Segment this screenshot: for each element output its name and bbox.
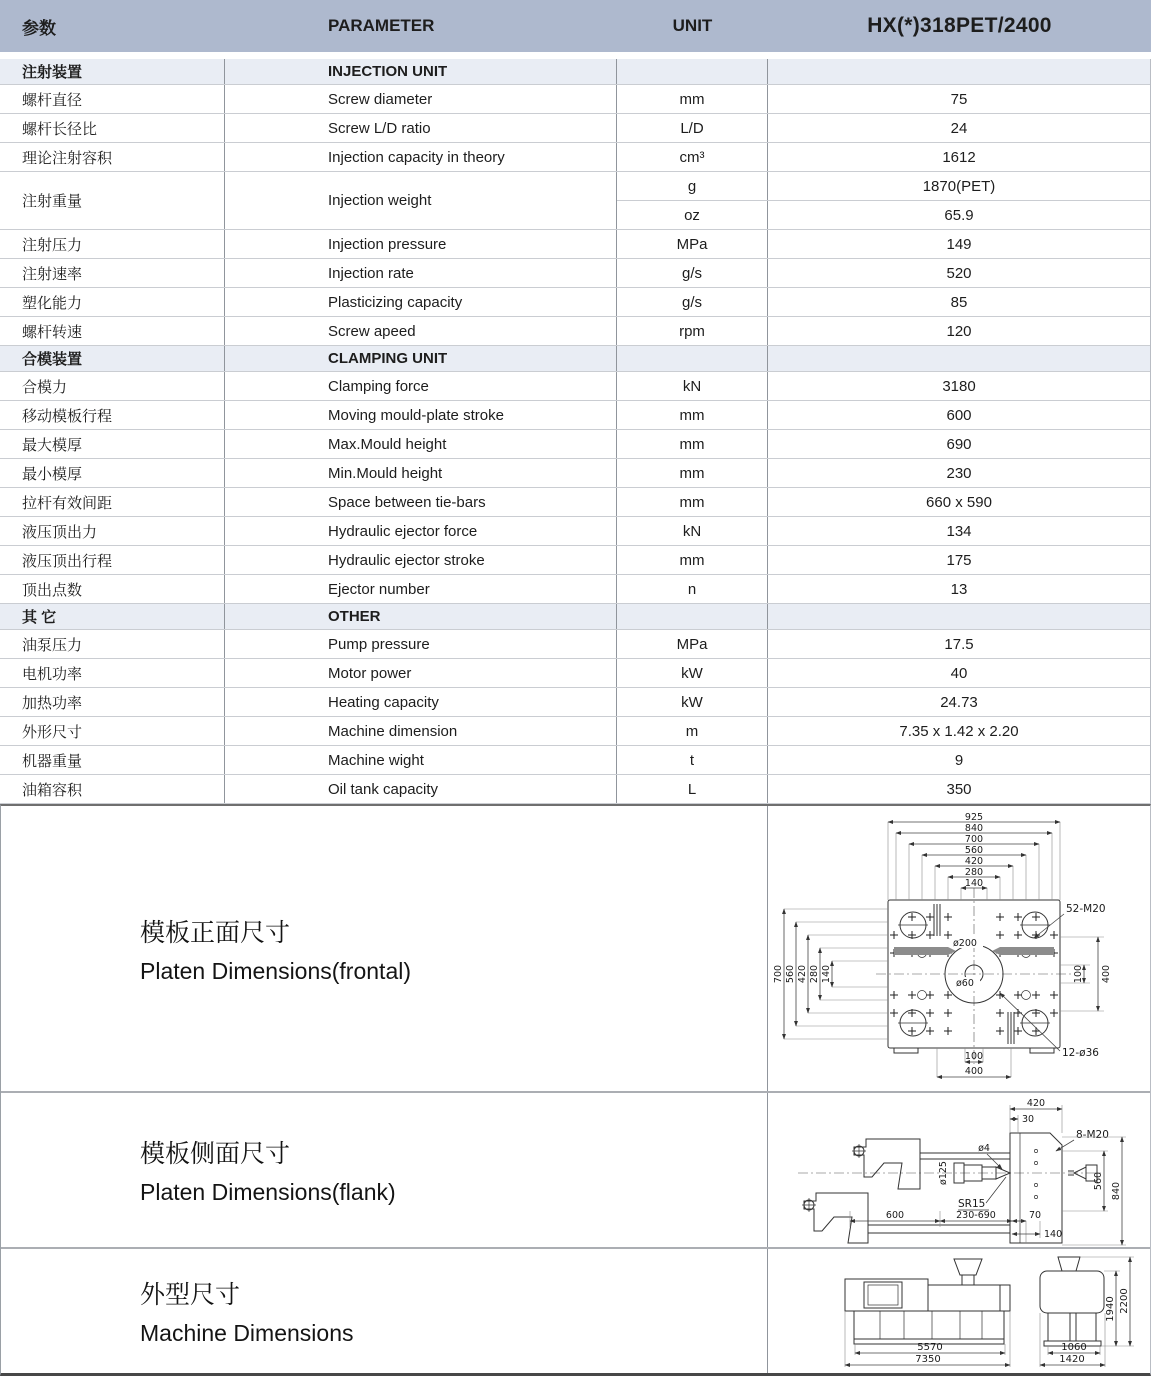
param-cn: 移动模板行程 (0, 401, 225, 429)
param-cn: 塑化能力 (0, 288, 225, 316)
platen-flank-drawing (768, 1093, 1151, 1249)
param-cn: 注射重量 (0, 172, 225, 229)
param-en: Screw L/D ratio (225, 114, 617, 142)
dim-label: 30 (1022, 1114, 1035, 1125)
param-en: Screw apeed (225, 317, 617, 345)
param-cn: 电机功率 (0, 659, 225, 687)
spec-table (0, 59, 1151, 804)
dim-label: 560 (785, 964, 796, 984)
panel-title-cn: 外型尺寸 (140, 1281, 241, 1309)
table-row (0, 317, 1150, 346)
section-row-other (0, 604, 1150, 630)
param-unit: kN (617, 517, 768, 545)
tapped-holes-label: 52-M20 (1066, 903, 1106, 915)
param-unit: n (617, 575, 768, 603)
dim-label: 420 (797, 964, 808, 984)
locating-ring-label: ø125 (938, 1161, 949, 1185)
param-cn: 最大模厚 (0, 430, 225, 458)
diagram-panels (0, 804, 1151, 1376)
param-value: 40 (950, 664, 968, 682)
param-en: Hydraulic ejector force (225, 517, 617, 545)
header-cn: 参数 (22, 18, 56, 38)
param-value: 690 (946, 435, 972, 453)
table-row (0, 230, 1150, 259)
table-row (0, 372, 1150, 401)
panel-label (140, 1134, 396, 1206)
param-unit: cm³ (617, 143, 768, 171)
empty-cell (768, 604, 1150, 629)
param-cn: 液压顶出行程 (0, 546, 225, 574)
param-value: 24.73 (940, 693, 978, 711)
dim-label: 840 (964, 823, 984, 834)
dim-label: 140 (964, 878, 984, 889)
locating-ring-label: ø200 (953, 938, 977, 949)
param-cn: 液压顶出力 (0, 517, 225, 545)
param-value: 85 (950, 293, 968, 311)
panel-title-cn: 模板正面尺寸 (140, 918, 291, 947)
param-unit: L (617, 775, 768, 803)
param-value: 149 (946, 235, 972, 253)
nozzle-radius-label: SR15 (958, 1198, 986, 1210)
dim-label: 1940 (1105, 1296, 1116, 1322)
table-header (0, 0, 1151, 52)
header-gap (0, 52, 1151, 59)
param-unit: L/D (617, 114, 768, 142)
param-cn: 加热功率 (0, 688, 225, 716)
header-model: HX(*)318PET/2400 (867, 14, 1052, 37)
param-value: 600 (946, 406, 972, 424)
param-value: 350 (946, 780, 972, 798)
param-cn: 机器重量 (0, 746, 225, 774)
table-row (0, 517, 1150, 546)
param-value: 75 (950, 90, 968, 108)
dim-label: 600 (885, 1210, 905, 1221)
param-en: Machine dimension (225, 717, 617, 745)
param-en: Motor power (225, 659, 617, 687)
dim-label: 560 (1093, 1171, 1104, 1191)
param-unit: mm (617, 459, 768, 487)
param-en: Injection rate (225, 259, 617, 287)
dim-label: 420 (964, 856, 984, 867)
param-value: 120 (946, 322, 972, 340)
panel-label (140, 913, 411, 985)
param-value: 660 x 590 (926, 493, 992, 511)
dim-label: 140 (821, 964, 832, 984)
table-row (0, 401, 1150, 430)
param-unit: kW (617, 659, 768, 687)
section-cn: 其 它 (0, 604, 225, 629)
section-cn: 注射装置 (0, 59, 225, 84)
param-value: 134 (946, 522, 972, 540)
sub-row (617, 172, 1150, 200)
param-en: Space between tie-bars (225, 488, 617, 516)
param-unit: g/s (617, 259, 768, 287)
param-en: Plasticizing capacity (225, 288, 617, 316)
param-en: Heating capacity (225, 688, 617, 716)
param-en: Moving mould-plate stroke (225, 401, 617, 429)
section-en: CLAMPING UNIT (225, 346, 617, 371)
empty-cell (617, 346, 768, 371)
param-value: 1612 (942, 148, 976, 166)
param-cn: 理论注射容积 (0, 143, 225, 171)
param-value: 3180 (942, 377, 976, 395)
param-unit: MPa (617, 630, 768, 658)
section-en: INJECTION UNIT (225, 59, 617, 84)
platen-flank-drawing-cell (767, 1093, 1150, 1247)
param-cn: 拉杆有效间距 (0, 488, 225, 516)
param-en: Oil tank capacity (225, 775, 617, 803)
param-en: Max.Mould height (225, 430, 617, 458)
param-value: 7.35 x 1.42 x 2.20 (899, 722, 1019, 740)
dim-label: 420 (1026, 1098, 1046, 1109)
table-row (0, 746, 1150, 775)
param-en: Min.Mould height (225, 459, 617, 487)
param-en: Pump pressure (225, 630, 617, 658)
panel-platen-flank (1, 1093, 1150, 1249)
tapped-holes-label: 8-M20 (1076, 1129, 1109, 1141)
dimension-lines (850, 1098, 1126, 1245)
param-value: 175 (946, 551, 972, 569)
section-cn: 合模装置 (0, 346, 225, 371)
dim-label: 1060 (1061, 1342, 1087, 1353)
panel-label (140, 1275, 353, 1347)
dim-label: 7350 (915, 1354, 941, 1365)
param-value: 230 (946, 464, 972, 482)
param-en: Hydraulic ejector stroke (225, 546, 617, 574)
panel-platen-frontal (1, 806, 1150, 1093)
table-row (0, 488, 1150, 517)
param-unit: m (617, 717, 768, 745)
panel-title-en: Machine Dimensions (140, 1320, 354, 1346)
dim-label: 925 (964, 812, 984, 823)
param-unit: mm (617, 430, 768, 458)
platen-plate (876, 888, 1072, 1064)
param-cn: 螺杆转速 (0, 317, 225, 345)
param-value: 13 (950, 580, 968, 598)
dim-label: 100 (1073, 964, 1084, 984)
clamping-side-view (798, 1133, 1102, 1243)
param-unit: mm (617, 85, 768, 113)
param-unit: MPa (617, 230, 768, 258)
panel-title-cn: 模板侧面尺寸 (140, 1140, 291, 1168)
table-row (0, 717, 1150, 746)
table-row (0, 430, 1150, 459)
param-en: Injection capacity in theory (225, 143, 617, 171)
param-cn: 油箱容积 (0, 775, 225, 803)
param-unit: g/s (617, 288, 768, 316)
dim-label: 700 (964, 834, 984, 845)
dim-label: 280 (809, 964, 820, 984)
dim-label: 1420 (1059, 1354, 1085, 1365)
table-row (0, 775, 1150, 804)
table-row (0, 459, 1150, 488)
empty-cell (768, 346, 1150, 371)
table-row (0, 85, 1150, 114)
platen-frontal-drawing (768, 806, 1151, 1093)
param-en: Screw diameter (225, 85, 617, 113)
param-unit: kN (617, 372, 768, 400)
machine-front-view (845, 1259, 1010, 1344)
param-unit: oz (617, 201, 768, 229)
dim-label: 400 (964, 1066, 984, 1077)
dim-label: 70 (1029, 1210, 1042, 1221)
param-value: 65.9 (944, 206, 974, 224)
dim-label: 5570 (917, 1342, 943, 1353)
dim-label: 2200 (1119, 1288, 1130, 1314)
param-unit: rpm (617, 317, 768, 345)
dim-label: 280 (964, 867, 984, 878)
center-hole-label: ø60 (956, 978, 974, 989)
panel-machine-dimensions (1, 1249, 1150, 1373)
param-unit: g (617, 172, 768, 200)
param-unit: mm (617, 546, 768, 574)
param-cn: 合模力 (0, 372, 225, 400)
empty-cell (768, 59, 1150, 84)
dim-label: 230-690 (956, 1210, 996, 1221)
table-row (0, 259, 1150, 288)
param-cn: 最小模厚 (0, 459, 225, 487)
param-en: Injection pressure (225, 230, 617, 258)
param-value: 520 (946, 264, 972, 282)
header-parameter: PARAMETER (328, 16, 435, 35)
param-en: Machine wight (225, 746, 617, 774)
nozzle-orifice-label: ø4 (978, 1143, 990, 1154)
dim-label: 100 (964, 1051, 984, 1062)
dimension-lines (773, 812, 1112, 1077)
param-cn: 注射压力 (0, 230, 225, 258)
machine-drawing-cell (767, 1249, 1150, 1373)
ejector-holes-label: 12-ø36 (1062, 1047, 1099, 1059)
dim-label: 560 (964, 845, 984, 856)
table-row (0, 546, 1150, 575)
param-cn: 油泵压力 (0, 630, 225, 658)
machine-dimensions-drawing (768, 1249, 1151, 1373)
table-row (0, 688, 1150, 717)
empty-cell (617, 604, 768, 629)
param-cn: 螺杆直径 (0, 85, 225, 113)
dim-label: 840 (1111, 1181, 1122, 1201)
section-row-injection (0, 59, 1150, 85)
platen-frontal-drawing-cell (767, 806, 1150, 1091)
param-cn: 注射速率 (0, 259, 225, 287)
empty-cell (617, 59, 768, 84)
param-value: 9 (954, 751, 964, 769)
section-row-clamping (0, 346, 1150, 372)
param-value: 24 (950, 119, 968, 137)
param-en: Ejector number (225, 575, 617, 603)
table-row-injection-weight (0, 172, 1150, 230)
header-unit: UNIT (672, 16, 713, 35)
table-row (0, 659, 1150, 688)
dim-label: 400 (1101, 964, 1112, 984)
param-unit: kW (617, 688, 768, 716)
param-unit: mm (617, 488, 768, 516)
param-cn: 外形尺寸 (0, 717, 225, 745)
sub-rows (617, 172, 1150, 229)
param-en: Injection weight (225, 172, 617, 229)
param-value: 1870(PET) (922, 177, 996, 195)
table-row (0, 143, 1150, 172)
table-row (0, 114, 1150, 143)
param-cn: 顶出点数 (0, 575, 225, 603)
param-unit: t (617, 746, 768, 774)
panel-title-en: Platen Dimensions(frontal) (140, 957, 412, 984)
table-row (0, 630, 1150, 659)
dim-label: 700 (773, 964, 784, 984)
param-unit: mm (617, 401, 768, 429)
section-en: OTHER (225, 604, 617, 629)
param-value: 17.5 (944, 635, 974, 653)
dimension-lines (845, 1257, 1134, 1367)
table-row (0, 288, 1150, 317)
sub-row (617, 200, 1150, 229)
table-row (0, 575, 1150, 604)
dim-label: 140 (1044, 1229, 1063, 1240)
machine-side-view (1040, 1257, 1104, 1346)
param-cn: 螺杆长径比 (0, 114, 225, 142)
panel-title-en: Platen Dimensions(flank) (140, 1179, 396, 1205)
param-en: Clamping force (225, 372, 617, 400)
